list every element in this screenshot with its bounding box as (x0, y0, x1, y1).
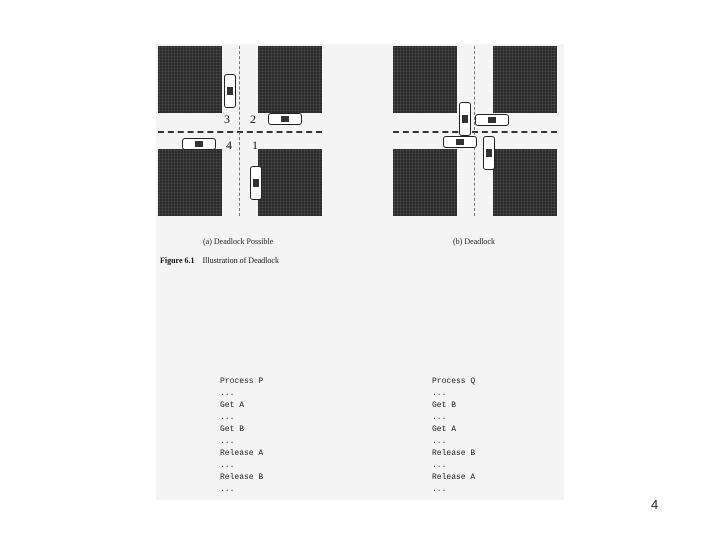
figure-title-text: Illustration of Deadlock (202, 256, 279, 265)
road-center-line-vertical (474, 46, 475, 216)
intersection-deadlock (393, 46, 557, 216)
code-line: ... (432, 389, 447, 398)
car-icon (483, 136, 495, 170)
code-line: Release A (432, 473, 476, 482)
quadrant-number: 3 (224, 112, 230, 126)
code-line: Get A (220, 401, 245, 410)
process-q-code (432, 376, 475, 496)
figure-title (160, 256, 279, 265)
city-block-bottom-right (493, 149, 557, 216)
code-line: ... (220, 485, 235, 494)
code-line: ... (220, 389, 235, 398)
code-line: ... (220, 413, 235, 422)
code-line: Get A (432, 425, 457, 434)
code-line: Get B (432, 401, 457, 410)
code-line: Release A (220, 449, 264, 458)
car-icon (182, 138, 216, 150)
car-icon (268, 113, 302, 125)
car-icon (459, 102, 471, 136)
code-line: ... (432, 461, 447, 470)
road-center-line-vertical (239, 46, 240, 216)
code-line: ... (432, 485, 447, 494)
code-line: Release B (220, 473, 264, 482)
figure-number: Figure 6.1 (160, 256, 195, 265)
caption-a: (a) Deadlock Possible (203, 237, 274, 246)
code-line: Process P (220, 377, 264, 386)
caption-b: (b) Deadlock (453, 237, 495, 246)
city-block-bottom-right (258, 149, 322, 216)
city-block-top-left (393, 46, 457, 113)
quadrant-number: 4 (226, 138, 232, 152)
quadrant-number: 2 (250, 112, 256, 126)
code-line: ... (220, 461, 235, 470)
code-line: Get B (220, 425, 245, 434)
page-number: 4 (651, 497, 659, 512)
city-block-bottom-left (158, 149, 222, 216)
car-icon (443, 136, 477, 148)
car-icon (250, 166, 262, 200)
code-line: Process Q (432, 377, 476, 386)
city-block-top-left (158, 46, 222, 113)
road-center-line-horizontal (158, 131, 322, 133)
quadrant-number: 1 (252, 138, 258, 152)
road-center-line-horizontal (393, 131, 557, 133)
process-p-code (220, 376, 263, 496)
code-line: ... (432, 437, 447, 446)
car-icon (475, 114, 509, 126)
intersection-deadlock-possible (158, 46, 322, 216)
city-block-top-right (258, 46, 322, 113)
code-line: Release B (432, 449, 476, 458)
car-icon (224, 74, 236, 108)
city-block-bottom-left (393, 149, 457, 216)
code-line: ... (220, 437, 235, 446)
code-line: ... (432, 413, 447, 422)
city-block-top-right (493, 46, 557, 113)
